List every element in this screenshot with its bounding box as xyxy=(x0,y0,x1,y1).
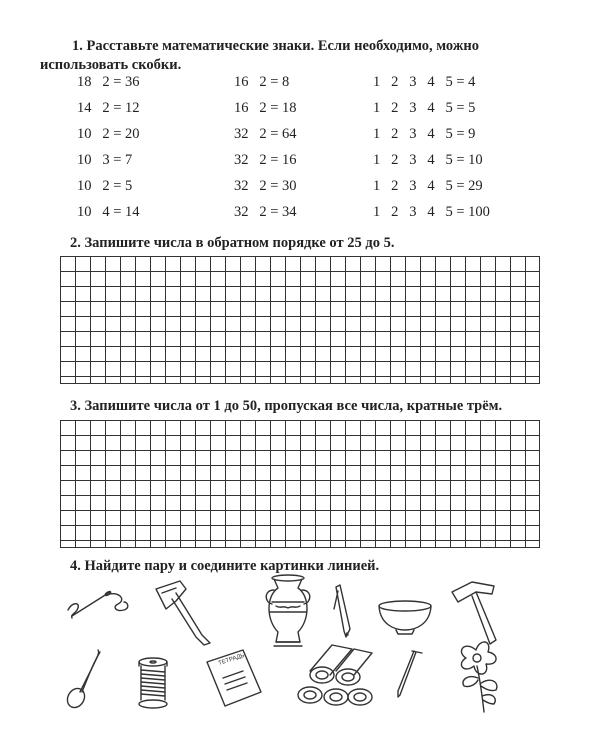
expression: 32 2 = 64 xyxy=(234,126,297,142)
logs-icon[interactable] xyxy=(296,641,376,715)
nail-icon[interactable] xyxy=(394,647,424,699)
vase-icon[interactable] xyxy=(260,572,316,648)
writing-grid-task-2[interactable] xyxy=(60,256,540,384)
expression: 1 2 3 4 5 = 4 xyxy=(373,74,476,90)
task-2-title: 2. Запишите числа в обратном порядке от 25 до 5. xyxy=(70,235,395,251)
task-1-title: 1. Расставьте математические знаки. Если необходимо, можно использовать скобки. xyxy=(40,38,479,73)
expression: 1 2 3 4 5 = 100 xyxy=(373,204,490,220)
expression: 32 2 = 34 xyxy=(234,204,297,220)
axe-icon[interactable] xyxy=(152,579,216,647)
expression: 10 4 = 14 xyxy=(77,204,140,220)
expression: 18 2 = 36 xyxy=(77,74,140,90)
expression: 16 2 = 18 xyxy=(234,100,297,116)
needle-thread-icon[interactable] xyxy=(66,588,134,628)
task-3-title: 3. Запишите числа от 1 до 50, пропуская все числа, кратные трём. xyxy=(70,398,503,414)
flower-icon[interactable] xyxy=(452,634,508,714)
expression: 1 2 3 4 5 = 10 xyxy=(373,152,483,168)
expression: 10 3 = 7 xyxy=(77,152,133,168)
notebook-icon[interactable] xyxy=(203,648,265,708)
expression: 1 2 3 4 5 = 5 xyxy=(373,100,476,116)
expressions-column-3 xyxy=(373,72,490,228)
task-4-title: 4. Найдите пару и соедините картинки линией. xyxy=(70,558,380,574)
expression: 32 2 = 30 xyxy=(234,178,297,194)
expression: 10 2 = 20 xyxy=(77,126,140,142)
pen-icon[interactable] xyxy=(330,583,354,639)
expression: 1 2 3 4 5 = 29 xyxy=(373,178,483,194)
expression: 16 2 = 8 xyxy=(234,74,290,90)
expression: 1 2 3 4 5 = 9 xyxy=(373,126,476,142)
thread-spool-icon[interactable] xyxy=(133,656,173,714)
writing-grid-task-3[interactable] xyxy=(60,420,540,548)
expression: 32 2 = 16 xyxy=(234,152,297,168)
bowl-icon[interactable] xyxy=(376,598,434,636)
expression: 14 2 = 12 xyxy=(77,100,140,116)
notebook-label: ТЕТРАДЬ xyxy=(217,652,246,667)
expression: 10 2 = 5 xyxy=(77,178,133,194)
expressions-column-2 xyxy=(234,72,297,228)
expressions-column-1 xyxy=(77,72,140,228)
spoon-icon[interactable] xyxy=(64,648,104,710)
